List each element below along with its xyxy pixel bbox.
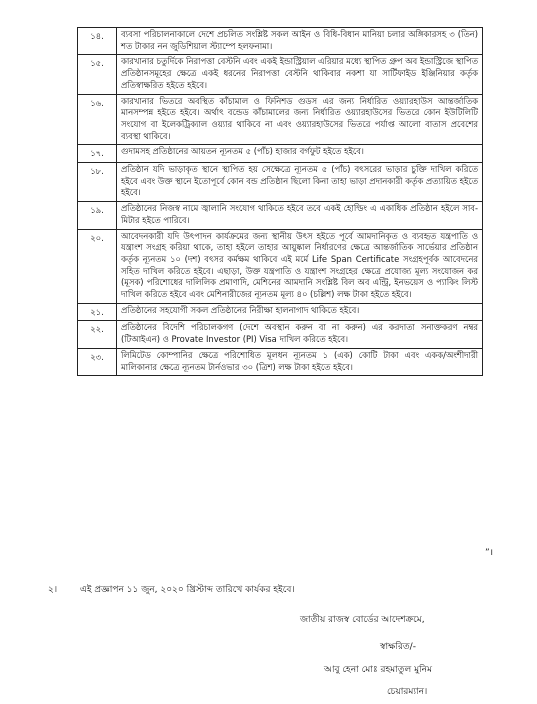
- condition-row: [78, 229, 483, 303]
- condition-text: আবেদনকারী যদি উৎপাদন কার্যক্রমের জন্য স্থানীয় উৎস হইতে পূর্বে আমদানিকৃত ও ব্যবহৃত যন্ত্রপাতি ও যন্ত্রাংশ সংগ্রহ করিয়া থাকে, তাহা হইলে তাহার আয়ুষ্কাল নির্ধারণের ক্ষেত্রে আন্তর্জাতিক সার্ভেয়ার প্রতিষ্ঠান কর্তৃক ন্যূনতম ১০ (দশ) বৎসর কর্মক্ষম থাকিবে এই মর্মে Life Span Certificate সংগ্রহপূর্বক আবেদনের সহিত দাখিল করিতে হইবে। এছাড়া, উক্ত যন্ত্রপাতি ও যন্ত্রাংশ সংগ্রহের ক্ষেত্রে প্রযোজ্য মূল্য সংযোজন কর (মূসক) পরিশোধের দালিলিক প্রমাণাদি, মেশিনের আমদানি সংশ্লিষ্ট বিল অব এন্ট্রি, ইনভয়েস ও প্যাকিং লিস্ট দাখিল করিতে হইবে এবং মেশিনারীজের ন্যূনতম মূল্য ৪০ (চল্লিশ) লক্ষ টাকা হইতে হইবে।: [117, 229, 483, 303]
- condition-number: ১৭.: [78, 145, 117, 163]
- condition-number: ২৩.: [78, 348, 117, 375]
- condition-number: ১৫.: [78, 55, 117, 94]
- condition-row: [78, 94, 483, 145]
- clause-number: ২।: [48, 585, 58, 595]
- condition-text: কারখানার চতুর্দিকে নিরাপত্তা বেস্টনি এবং একই ইন্ডাস্ট্রিয়াল এরিয়ার মধ্যে স্থাপিত গ্রুপ অব ইন্ডাস্ট্রিজে স্থাপিত প্রতিষ্ঠানসমূহের ক্ষেত্রে একই ধরনের নিরাপত্তা বেস্টনি থাকিবার নকশা যা সার্টিফাইড ইঞ্জিনিয়ার কর্তৃক প্রতিস্বাক্ষরিত হইতে হইবে।: [117, 55, 483, 94]
- condition-row: [78, 55, 483, 94]
- signer-designation: চেয়ারম্যান।: [387, 687, 428, 697]
- condition-row: [78, 202, 483, 229]
- condition-text: কারখানার ভিতরে অবস্থিত কাঁচামাল ও ফিনিশড গুডস এর জন্য নির্ধারিত ওয়্যারহাউস আন্তর্জাতিক মানসম্পন্ন হইতে হইবে। অর্থাৎ বন্ডেড কাঁচামালের জন্য নির্ধারিত ওয়্যারহাউসের ভিতরে কোন ইউটিলিটি সংযোগ বা ইলেকট্রিক্যাল ওয়্যার থাকিবে না এবং ওয়্যারহাউসের ভিতরে পর্যাপ্ত আলো বাতাস প্রবেশের ব্যবস্থা থাকিবে।: [117, 94, 483, 145]
- condition-row: [78, 163, 483, 202]
- condition-text: প্রতিষ্ঠান যদি ভাড়াকৃত স্থানে স্থাপিত হয় সেক্ষেত্রে ন্যূনতম ৫ (পাঁচ) বৎসরের ভাড়ার চুক্তি দাখিল করিতে হইবে এবং উক্ত স্থানে ইতোপূর্বে কোন বন্ড প্রতিষ্ঠান ছিলো কিনা তাহা ভাড়া প্রদানকারী কর্তৃক প্রত্যায়িত হইতে হইবে।: [117, 163, 483, 202]
- closing-quote: ”।: [485, 548, 494, 558]
- condition-text: লিমিটেড কোম্পানির ক্ষেত্রে পরিশোধিত মূলধন ন্যূনতম ১ (এক) কোটি টাকা এবং একক/অংশীদারী মালিকানার ক্ষেত্রে ন্যূনতম টার্নওভার ৩০ (ত্রিশ) লক্ষ টাকা হইতে হইবে।: [117, 348, 483, 375]
- condition-number: ১৯.: [78, 202, 117, 229]
- clause-text: এই প্রজ্ঞাপন ১১ জুন, ২০২০ খ্রিস্টাব্দ তারিখে কার্যকর হইবে।: [80, 585, 295, 595]
- condition-number: ২১.: [78, 303, 117, 321]
- order-line: জাতীয় রাজস্ব বোর্ডের আদেশক্রমে,: [300, 615, 425, 625]
- signer-name: আবু হেনা মোঃ রহমাতুল মুনিম: [324, 665, 433, 675]
- condition-row: [78, 303, 483, 321]
- condition-number: ২২.: [78, 321, 117, 348]
- condition-number: ১৪.: [78, 28, 117, 55]
- condition-row: [78, 28, 483, 55]
- condition-text: গুদামসহ প্রতিষ্ঠানের আয়তন ন্যূনতম ৫ (পাঁচ) হাজার বর্গফুট হইতে হইবে।: [117, 145, 483, 163]
- condition-text: প্রতিষ্ঠানের সহযোগী সকল প্রতিষ্ঠানের নিরীক্ষা হালনাগাদ থাকিতে হইবে।: [117, 303, 483, 321]
- condition-number: ২০.: [78, 229, 117, 303]
- condition-text: প্রতিষ্ঠানের নিজস্ব নামে জ্বালানি সংযোগ থাকিতে হইবে তবে একই হোল্ডিং এ একাধিক প্রতিষ্ঠান হইলে সাব-মিটার হইতে পারিবে।: [117, 202, 483, 229]
- signed-mark: স্বাক্ষরিত/-: [380, 642, 416, 652]
- condition-number: ১৮.: [78, 163, 117, 202]
- condition-text: ব্যবসা পরিচালনাকালে দেশে প্রচলিত সংশ্লিষ্ট সকল আইন ও বিধি-বিধান মানিয়া চলার অঙ্গিকারসহ ৩ (তিন) শত টাকার নন জুডিশিয়াল স্ট্যাম্পে হলফনামা।: [117, 28, 483, 55]
- conditions-table: [77, 27, 483, 376]
- condition-row: [78, 321, 483, 348]
- condition-row: [78, 348, 483, 375]
- condition-number: ১৬.: [78, 94, 117, 145]
- condition-row: [78, 145, 483, 163]
- condition-text: প্রতিষ্ঠানের বিদেশি পরিচালকগণ (দেশে অবস্থান করুন বা না করুন) এর করদাতা সনাক্তকরণ নম্বর (টিআইএন) ও Provate Investor (PI) Visa দাখিল করিতে হইবে।: [117, 321, 483, 348]
